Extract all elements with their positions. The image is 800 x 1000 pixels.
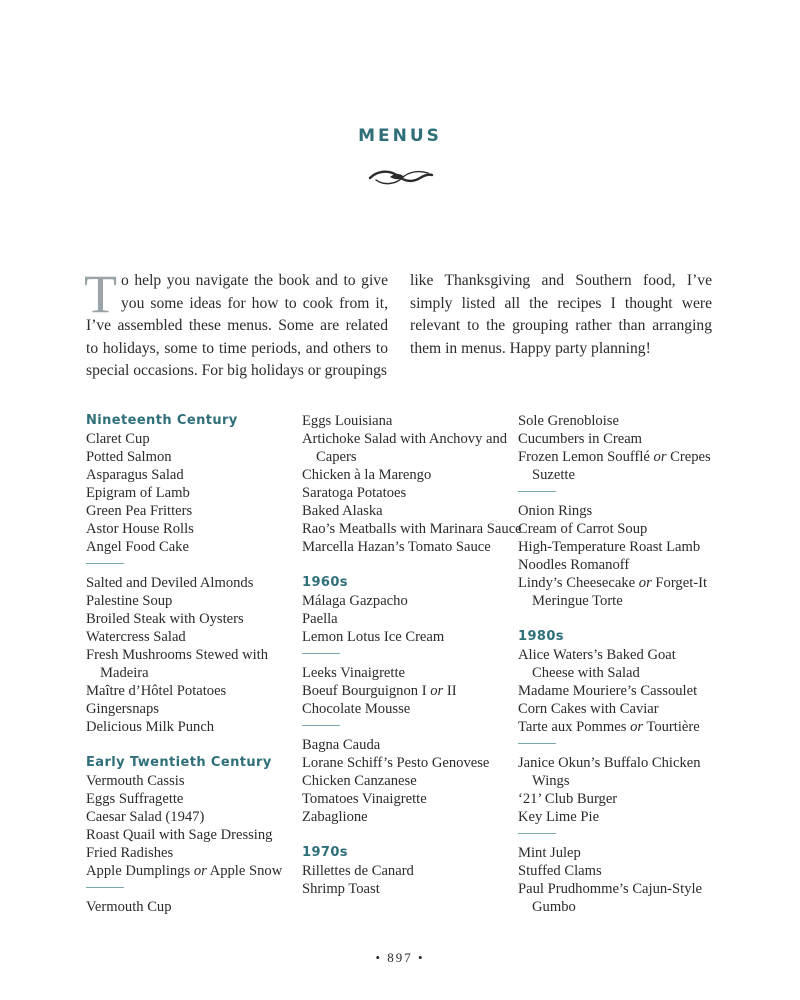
menu-item-label: Chocolate Mousse	[302, 701, 411, 717]
menu-item	[302, 538, 522, 556]
menu-item	[302, 628, 522, 646]
menu-divider	[518, 736, 718, 754]
menu-item-label: Lindy’s Cheesecake	[518, 575, 636, 591]
menu-item	[86, 772, 306, 790]
menu-item	[86, 448, 306, 466]
menu-divider	[86, 556, 306, 574]
menu-item	[86, 502, 306, 520]
menu-item-label: High-Temperature Roast Lamb	[518, 539, 701, 555]
menu-section-heading: 1970s	[302, 845, 348, 860]
menu-item	[302, 430, 522, 466]
menu-item	[302, 502, 522, 520]
menu-item-label: Watercress Salad	[86, 629, 186, 645]
menu-item	[518, 808, 718, 826]
menu-item-label: Caesar Salad (1947)	[86, 809, 205, 825]
menu-item-label: Paella	[302, 611, 338, 627]
menu-item	[518, 646, 718, 682]
menu-spacer	[302, 556, 522, 574]
menu-item-label: Zabaglione	[302, 809, 368, 825]
menu-item-or: or	[638, 575, 652, 591]
menu-item-label: ‘21’ Club Burger	[518, 791, 618, 807]
menu-divider	[518, 826, 718, 844]
menu-item-label: Cucumbers in Cream	[518, 431, 643, 447]
menu-item-alternate: Tourtière	[646, 719, 700, 735]
menu-item	[302, 664, 522, 682]
menu-item-alternate: Crepes Suzette	[532, 449, 711, 483]
menu-item-label: Asparagus Salad	[86, 467, 184, 483]
menu-item-label: Paul Prudhomme’s Cajun-Style Gumbo	[518, 881, 703, 915]
menu-item	[302, 466, 522, 484]
menu-item-label: Janice Okun’s Buffalo Chicken Wings	[518, 755, 701, 789]
drop-cap: T	[84, 264, 117, 324]
menu-item-label: Onion Rings	[518, 503, 593, 519]
menu-item-label: Fried Radishes	[86, 845, 174, 861]
ornamental-flourish-icon	[368, 166, 434, 188]
menu-item	[302, 484, 522, 502]
menu-item	[86, 592, 306, 610]
menu-item	[86, 484, 306, 502]
menu-item-label: Epigram of Lamb	[86, 485, 190, 501]
menu-item-label: Rao’s Meatballs with Marinara Sauce	[302, 521, 522, 537]
menu-item-label: Sole Grenobloise	[518, 413, 619, 429]
menu-item	[518, 862, 718, 880]
menu-item	[518, 754, 718, 790]
menu-item	[518, 448, 718, 484]
menu-item	[86, 844, 306, 862]
menu-item-label: Delicious Milk Punch	[86, 719, 215, 735]
menu-item	[86, 862, 306, 880]
menu-item	[302, 880, 522, 898]
menu-item	[302, 610, 522, 628]
menu-item	[86, 430, 306, 448]
menu-item-label: Corn Cakes with Caviar	[518, 701, 659, 717]
menu-item	[518, 790, 718, 808]
menu-item-label: Vermouth Cup	[86, 899, 172, 915]
menu-spacer	[86, 736, 306, 754]
menu-item	[86, 718, 306, 736]
menu-item-label: Chicken Canzanese	[302, 773, 417, 789]
intro-column-left	[84, 264, 388, 383]
menu-item-label: Stuffed Clams	[518, 863, 602, 879]
menu-section-heading: 1980s	[518, 629, 564, 644]
menu-item-label: Eggs Suffragette	[86, 791, 184, 807]
intro-left-text: o help you navigate the book and to give you some ideas for how to cook from it, I’ve assembled these menus. Some are related to holidays, some to time periods, and others to special occasions. For big holidays or groupings	[86, 272, 388, 380]
menu-item	[302, 862, 522, 880]
menu-item-label: Green Pea Fritters	[86, 503, 193, 519]
menu-item	[302, 790, 522, 808]
menu-item-label: Málaga Gazpacho	[302, 593, 408, 609]
menu-item	[302, 808, 522, 826]
page-title: MENUS	[358, 126, 442, 146]
menu-item	[302, 412, 522, 430]
menu-item	[518, 700, 718, 718]
page-number: • 897 •	[375, 950, 425, 965]
menu-item-label: Palestine Soup	[86, 593, 173, 609]
menu-item	[518, 844, 718, 862]
menu-item-label: Chicken à la Marengo	[302, 467, 432, 483]
menu-item-label: Tarte aux Pommes	[518, 719, 627, 735]
menu-item-label: Lemon Lotus Ice Cream	[302, 629, 445, 645]
menu-item	[518, 412, 718, 430]
menu-item-alternate: Forget-It Meringue Torte	[532, 575, 708, 609]
menu-item-label: Apple Dumplings	[86, 863, 191, 879]
intro-right-text: like Thanksgiving and Southern food, I’ve simply listed all the recipes I thought were relevant to the grouping rather than arranging them in menus. Happy party planning!	[410, 272, 712, 357]
menu-item-label: Madame Mouriere’s Cassoulet	[518, 683, 698, 699]
menu-item	[518, 430, 718, 448]
menu-item-label: Baked Alaska	[302, 503, 383, 519]
menu-item-label: Marcella Hazan’s Tomato Sauce	[302, 539, 491, 555]
intro-column-right	[410, 270, 712, 360]
menu-item-label: Tomatoes Vinaigrette	[302, 791, 427, 807]
menu-item-label: Noodles Romanoff	[518, 557, 630, 573]
menu-item	[302, 682, 522, 700]
menu-item-label: Roast Quail with Sage Dressing	[86, 827, 273, 843]
menu-item-or: or	[430, 683, 444, 699]
menu-item-label: Potted Salmon	[86, 449, 172, 465]
menu-section-heading: Nineteenth Century	[86, 413, 238, 428]
menu-item-label: Shrimp Toast	[302, 881, 380, 897]
menu-item-label: Angel Food Cake	[86, 539, 189, 555]
menu-column-1	[86, 412, 306, 916]
menu-section-heading: 1960s	[302, 575, 348, 590]
menu-item-label: Broiled Steak with Oysters	[86, 611, 244, 627]
menu-item	[518, 574, 718, 610]
menu-item-label: Artichoke Salad with Anchovy and Capers	[302, 431, 508, 465]
menu-item-label: Saratoga Potatoes	[302, 485, 407, 501]
menu-item-label: Claret Cup	[86, 431, 150, 447]
menu-item	[86, 466, 306, 484]
menu-item	[86, 520, 306, 538]
intro-text	[84, 264, 716, 380]
menu-item	[86, 574, 306, 592]
menu-divider	[86, 880, 306, 898]
menu-item	[86, 808, 306, 826]
menu-item	[86, 826, 306, 844]
menu-item	[302, 772, 522, 790]
menu-item-label: Rillettes de Canard	[302, 863, 414, 879]
menu-item-alternate: Apple Snow	[209, 863, 283, 879]
menu-divider	[518, 484, 718, 502]
menu-item-label: Astor House Rolls	[86, 521, 194, 537]
menu-item-label: Salted and Deviled Almonds	[86, 575, 254, 591]
menu-item	[518, 880, 718, 916]
menu-item	[302, 592, 522, 610]
menu-item	[86, 790, 306, 808]
menu-item	[518, 502, 718, 520]
menu-column-3	[518, 412, 718, 916]
menu-item	[302, 700, 522, 718]
menu-item-or: or	[193, 863, 207, 879]
menu-item	[302, 736, 522, 754]
menu-item-label: Maître d’Hôtel Potatoes	[86, 683, 227, 699]
menu-section-heading: Early Twentieth Century	[86, 755, 272, 770]
menu-item-label: Gingersnaps	[86, 701, 159, 717]
menu-item-label: Alice Waters’s Baked Goat Cheese with Salad	[518, 647, 676, 681]
menu-item-or: or	[630, 719, 644, 735]
menu-item	[302, 520, 522, 538]
menu-divider	[302, 718, 522, 736]
menu-item-or: or	[653, 449, 667, 465]
menu-item	[86, 628, 306, 646]
menu-item-label: Boeuf Bourguignon I	[302, 683, 427, 699]
menu-item	[518, 556, 718, 574]
menu-item-label: Bagna Cauda	[302, 737, 381, 753]
menu-column-2	[302, 412, 522, 898]
menu-item	[302, 754, 522, 772]
menu-item-label: Vermouth Cassis	[86, 773, 185, 789]
menu-divider	[302, 646, 522, 664]
menu-item	[86, 646, 306, 682]
menu-spacer	[302, 826, 522, 844]
menu-item	[86, 682, 306, 700]
menu-item	[518, 538, 718, 556]
menu-item-label: Fresh Mushrooms Stewed with Madeira	[86, 647, 269, 681]
menu-item	[86, 538, 306, 556]
menu-spacer	[518, 610, 718, 628]
menu-item-label: Eggs Louisiana	[302, 413, 393, 429]
menu-item	[518, 682, 718, 700]
menu-item	[518, 520, 718, 538]
menu-item-label: Frozen Lemon Soufflé	[518, 449, 650, 465]
menu-item-label: Leeks Vinaigrette	[302, 665, 405, 681]
menu-item	[518, 718, 718, 736]
menu-item	[86, 898, 306, 916]
menu-item-alternate: II	[446, 683, 457, 699]
menu-item-label: Key Lime Pie	[518, 809, 600, 825]
menu-item-label: Lorane Schiff’s Pesto Genovese	[302, 755, 490, 771]
menu-item-label: Cream of Carrot Soup	[518, 521, 648, 537]
menu-item-label: Mint Julep	[518, 845, 581, 861]
menu-item	[86, 700, 306, 718]
menu-item	[86, 610, 306, 628]
